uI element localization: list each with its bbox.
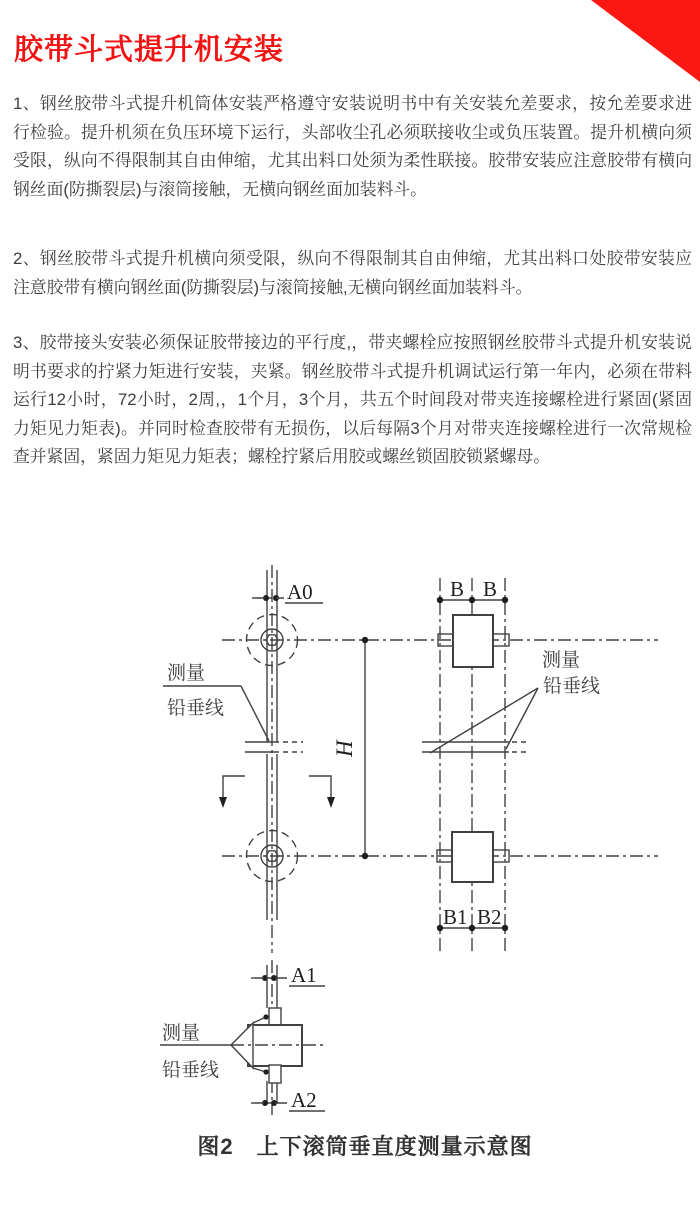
direction-arrow-right <box>309 776 335 808</box>
upper-drum <box>438 615 509 667</box>
paragraph-1: 1、钢丝胶带斗式提升机筒体安装严格遵守安装说明书中有关安装允差要求，按允差要求进行检验。提升机须在负压环境下运行，头部收尘孔必须联接收尘或负压装置。提升机横向须受限，纵向不得限制其自由伸缩，尤其出料口处须为柔性联接。胶带安装应注意胶带有横向钢丝面(防撕裂层)与滚筒接触，无横向钢丝面加装料斗。 <box>13 94 692 199</box>
belt-break-right <box>422 742 529 752</box>
plumb-label-bottom-line2: 铅垂线 <box>162 1060 220 1081</box>
figure-caption: 图2 上下滚筒垂直度测量示意图 <box>197 1134 533 1159</box>
dim-a2 <box>251 1088 325 1112</box>
dim-label-a1: A1 <box>291 963 317 987</box>
dim-a1 <box>251 963 325 987</box>
belt-break-left <box>245 742 303 752</box>
dim-label-b1: B1 <box>443 905 468 929</box>
paragraph-2: 2、钢丝胶带斗式提升机横向须受限，纵向不得限制其自由伸缩，尤其出料口处胶带安装应注意胶带有横向钢丝面(防撕裂层)与滚筒接触,无横向钢丝面加装料斗。 <box>13 249 692 297</box>
paragraph-3: 3、胶带接头安装必须保证胶带接边的平行度,，带夹螺栓应按照钢丝胶带斗式提升机安装说明书要求的拧紧力矩进行安装，夹紧。钢丝胶带斗式提升机调试运行第一年内，必须在带料运行12小时，72小时，2周,，1个月，3个月，共五个时间段对带夹连接螺栓进行紧固(紧固力矩见力矩表)。并同时检查胶带有无损伤，以后每隔3个月对带夹连接螺栓进行一次常规检查并紧固，紧固力矩见力矩表；螺栓拧紧后用胶或螺丝锁固胶锁紧螺母。 <box>13 333 692 467</box>
plumb-label-left <box>163 662 269 741</box>
dim-label-a0: A0 <box>287 580 313 604</box>
plumb-label-left-line2: 铅垂线 <box>167 698 225 719</box>
dim-label-b2: B2 <box>477 905 502 929</box>
plumb-label-bottom-line1: 测量 <box>162 1023 201 1044</box>
direction-arrow-left <box>219 776 245 808</box>
dim-h <box>332 637 368 859</box>
plumb-label-right-line1: 测量 <box>542 650 581 671</box>
dim-a0 <box>252 580 323 604</box>
corner-accent-triangle <box>591 0 700 82</box>
lower-drum <box>437 832 509 882</box>
figure-diagram <box>0 545 700 1133</box>
dim-label-b-right: B <box>483 577 498 601</box>
plumb-label-right-line2: 铅垂线 <box>543 676 601 697</box>
plumb-label-left-line1: 测量 <box>167 663 206 684</box>
dim-label-h: H <box>332 740 357 757</box>
dim-label-b-left: B <box>450 577 465 601</box>
dim-label-a2: A2 <box>291 1088 317 1112</box>
page-title: 胶带斗式提升机安装 <box>14 34 285 66</box>
